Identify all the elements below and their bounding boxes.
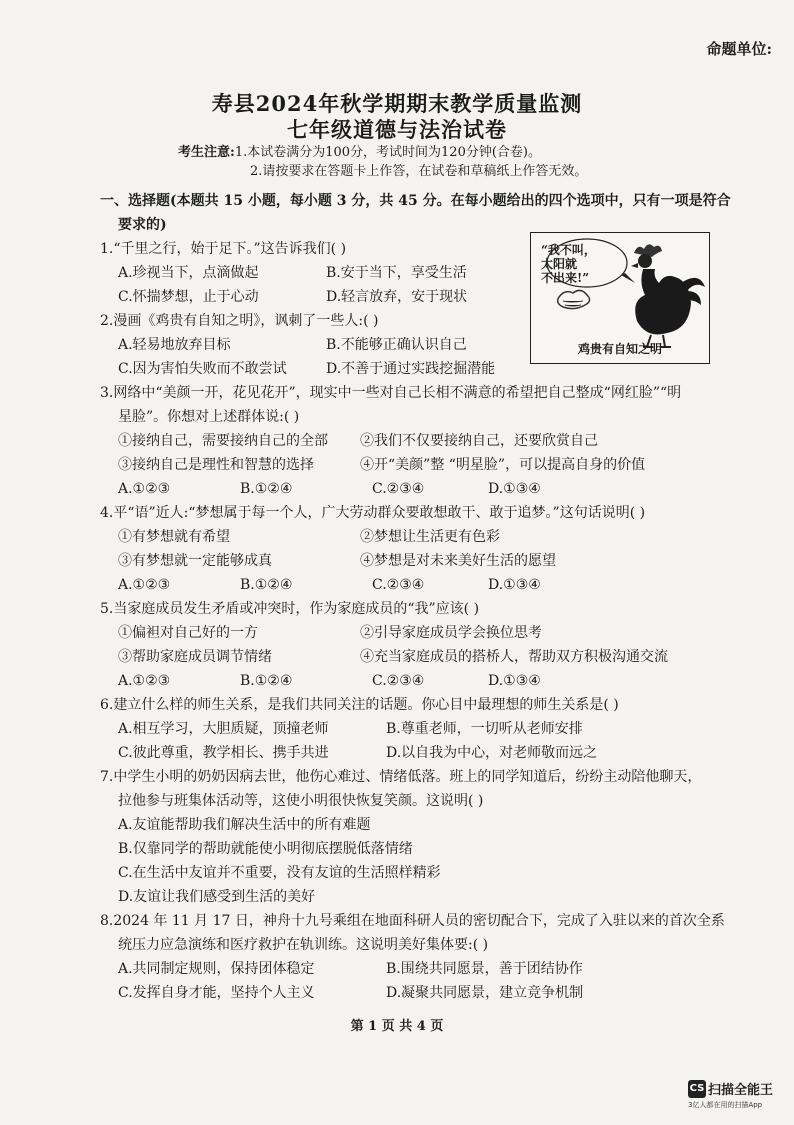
q6-option-c: C.彼此尊重，教学相长、携手共进: [118, 745, 329, 761]
cartoon-rooster: [530, 232, 710, 364]
q5-option-d: D.①③④: [488, 673, 541, 689]
notice-label: 考生注意:: [178, 145, 235, 160]
q2-option-c: C.因为害怕失败而不敢尝试: [118, 361, 287, 377]
q7-option-c: C.在生活中友谊并不重要，没有友谊的生活照样精彩: [118, 865, 441, 881]
page-number: 第 1 页 共 4 页: [350, 1019, 444, 1034]
q3-statement-3: ③接纳自己是理性和智慧的选择: [118, 457, 314, 473]
scanner-watermark: [688, 1078, 774, 1109]
q7-stem-cont: 拉他参与班集体活动等，这使小明很快恢复笑颜。这说明( ): [118, 793, 484, 809]
q5-option-c: C.②③④: [372, 673, 425, 689]
q2-option-b: B.不能够正确认识自己: [326, 337, 467, 353]
q7-option-b: B.仅靠同学的帮助就能使小明彻底摆脱低落情绪: [118, 841, 413, 857]
section-heading: 一、选择题(本题共 15 小题，每小题 3 分，共 45 分。在每小题给出的四个选项中，只有一项是符合: [100, 193, 731, 209]
q8-option-a: A.共同制定规则，保持团体稳定: [118, 961, 315, 977]
q2-option-a: A.轻易地放弃目标: [118, 337, 231, 353]
q4-option-a: A.①②③: [118, 577, 171, 593]
q5-statement-3: ③帮助家庭成员调节情绪: [118, 649, 272, 665]
q5-statement-1: ①偏袒对自己好的一方: [118, 625, 258, 641]
q5-option-b: B.①②④: [240, 673, 293, 689]
q4-option-c: C.②③④: [372, 577, 425, 593]
candidate-notice: [178, 143, 587, 181]
q4-stem: 4.平“语”近人:“梦想属于每一个人，广大劳动群众要敢想敢干、敢于追梦。”这句话说明( ): [100, 505, 646, 521]
notice-item-2: 2.请按要求在答题卡上作答，在试卷和草稿纸上作答无效。: [250, 164, 588, 179]
camscanner-logo-icon: CS: [688, 1080, 706, 1098]
bubble-line: 不出来!”: [541, 271, 590, 285]
q4-option-d: D.①③④: [488, 577, 541, 593]
q4-statement-1: ①有梦想就有希望: [118, 529, 230, 545]
q3-stem-cont: 星脸”。你想对上述群体说:( ): [118, 409, 300, 425]
scanner-app-name: 扫描全能王: [708, 1083, 774, 1098]
q1-stem: 1.“千里之行，始于足下。”这告诉我们( ): [100, 241, 347, 257]
q3-stem: 3.网络中“美颜一开，花见花开”，现实中一些对自己长相不满意的希望把自己整成“网红脸”“明: [100, 385, 682, 401]
q3-statement-2: ②我们不仅要接纳自己，还要欣赏自己: [360, 433, 598, 449]
q7-option-a: A.友谊能帮助我们解决生活中的所有难题: [118, 817, 371, 833]
q6-stem: 6.建立什么样的师生关系，是我们共同关注的话题。你心目中最理想的师生关系是( ): [100, 697, 619, 713]
q2-option-d: D.不善于通过实践挖掘潜能: [326, 361, 496, 377]
q5-statement-2: ②引导家庭成员学会换位思考: [360, 625, 542, 641]
q5-option-a: A.①②③: [118, 673, 171, 689]
scanner-tagline: 3亿人都在用的扫描App: [688, 1101, 763, 1109]
q3-statement-1: ①接纳自己，需要接纳自己的全部: [118, 433, 328, 449]
q6-option-a: A.相互学习，大胆质疑，顶撞老师: [118, 721, 329, 737]
q5-statement-4: ④充当家庭成员的搭桥人，帮助双方积极沟通交流: [360, 649, 668, 665]
q1-option-a: A.珍视当下，点滴做起: [118, 265, 259, 281]
q3-statement-4: ④开“美颜”整 “明星脸”，可以提高自身的价值: [360, 457, 646, 473]
q6-option-b: B.尊重老师，一切听从老师安排: [386, 721, 583, 737]
q2-stem: 2.漫画《鸡贵有自知之明》，讽刺了一些人:( ): [100, 313, 379, 329]
q4-option-b: B.①②④: [240, 577, 293, 593]
q4-statement-2: ②梦想让生活更有色彩: [360, 529, 500, 545]
exam-subtitle: 七年级道德与法治试卷: [287, 117, 507, 142]
q3-option-a: A.①②③: [118, 481, 171, 497]
q1-option-c: C.怀揣梦想，止于心动: [118, 289, 259, 305]
q8-option-d: D.凝聚共同愿景，建立竞争机制: [386, 985, 584, 1001]
section-heading-cont: 要求的): [118, 217, 167, 233]
q6-option-d: D.以自我为中心，对老师敬而远之: [386, 745, 598, 761]
q8-stem-cont: 统压力应急演练和医疗救护在轨训练。这说明美好集体要:( ): [118, 937, 489, 953]
q7-option-d: D.友谊让我们感受到生活的美好: [118, 889, 316, 905]
q3-option-c: C.②③④: [372, 481, 425, 497]
q8-stem: 8.2024 年 11 月 17 日，神舟十九号乘组在地面科研人员的密切配合下，完成了入驻以来的首次全系: [100, 913, 725, 929]
q4-statement-4: ④梦想是对未来美好生活的愿望: [360, 553, 556, 569]
cartoon-caption: 鸡贵有自知之明: [577, 342, 662, 356]
q8-option-c: C.发挥自身才能，坚持个人主义: [118, 985, 315, 1001]
q7-stem: 7.中学生小明的奶奶因病去世，他伤心难过、情绪低落。班上的同学知道后，纷纷主动陪他聊天，: [100, 769, 702, 785]
q1-option-b: B.安于当下，享受生活: [326, 265, 467, 281]
exam-title: 寿县2024年秋学期期末教学质量监测: [211, 91, 583, 116]
bubble-line: 太阳就: [541, 257, 578, 271]
org-label: 命题单位:: [706, 40, 772, 58]
q4-statement-3: ③有梦想就一定能够成真: [118, 553, 272, 569]
q3-option-b: B.①②④: [240, 481, 293, 497]
q1-option-d: D.轻言放弃，安于现状: [326, 289, 468, 305]
notice-item-1: 1.本试卷满分为100分，考试时间为120分钟(合卷)。: [234, 145, 541, 160]
q3-option-d: D.①③④: [488, 481, 541, 497]
q5-stem: 5.当家庭成员发生矛盾或冲突时，作为家庭成员的“我”应该( ): [100, 601, 480, 617]
bubble-line: “我不叫，: [541, 243, 596, 257]
q8-option-b: B.围绕共同愿景，善于团结协作: [386, 961, 583, 977]
